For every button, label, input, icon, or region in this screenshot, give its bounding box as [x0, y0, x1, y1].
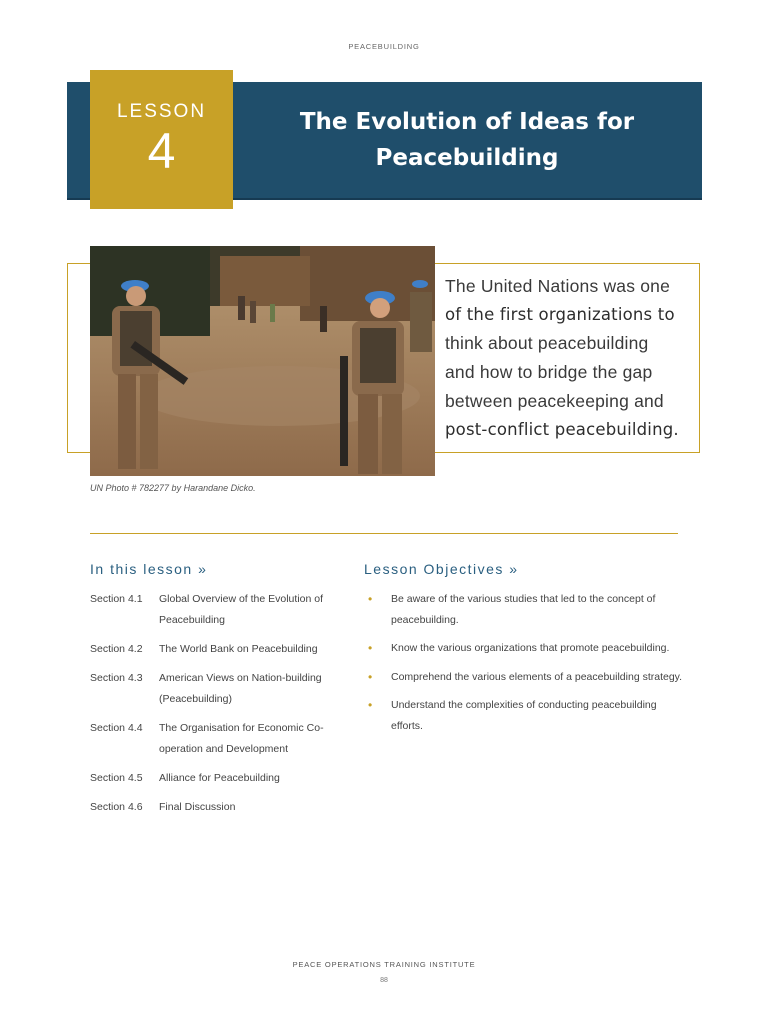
objective-text: Know the various organizations that promote peacebuilding.: [391, 642, 670, 654]
bullet-icon: •: [368, 698, 373, 712]
objective-item: [364, 667, 684, 688]
lesson-objectives-heading: Lesson Objectives »: [364, 561, 519, 577]
quote-line: between peacekeeping and: [445, 390, 664, 411]
objective-text: Understand the complexities of conducting peacebuilding efforts.: [391, 699, 657, 732]
section-item: [90, 668, 340, 710]
photo-peacekeepers: [90, 246, 435, 476]
page-number: 88: [380, 977, 388, 984]
section-title: The Organisation for Economic Co-operation and Development: [159, 722, 324, 755]
section-number: Section 4.3: [90, 672, 143, 684]
lesson-word: LESSON: [116, 101, 207, 122]
section-item: [90, 589, 340, 631]
section-title: Alliance for Peacebuilding: [159, 772, 280, 784]
section-number: Section 4.6: [90, 801, 143, 813]
quote-line: and how to bridge the gap: [445, 362, 653, 383]
objective-text: Be aware of the various studies that led to the concept of peacebuilding.: [391, 593, 656, 626]
lesson-title: [262, 104, 672, 176]
objective-text: Comprehend the various elements of a peacebuilding strategy.: [391, 670, 683, 683]
section-title: The World Bank on Peacebuilding: [159, 643, 318, 655]
pull-quote: [445, 272, 700, 444]
quote-line: of the first organizations to: [445, 304, 675, 324]
section-item: [90, 797, 340, 818]
section-title: Final Discussion: [159, 801, 236, 813]
lesson-badge: [90, 70, 233, 209]
quote-line: The United Nations was one: [445, 276, 671, 296]
section-title: Global Overview of the Evolution of Peacebuilding: [159, 593, 324, 626]
bullet-icon: •: [368, 669, 373, 684]
section-number: Section 4.5: [90, 772, 143, 784]
objectives-list: [364, 589, 684, 744]
section-divider: [90, 533, 678, 534]
in-this-lesson-heading: In this lesson »: [90, 561, 208, 577]
section-item: [90, 639, 340, 660]
bullet-icon: •: [368, 592, 373, 606]
section-item: [90, 768, 340, 789]
section-item: [90, 718, 340, 760]
lesson-title-line2: Peacebuilding: [375, 145, 559, 171]
objective-item: [364, 589, 684, 630]
objective-item: [364, 638, 684, 659]
quote-line: post-conflict peacebuilding.: [445, 419, 679, 439]
section-number: Section 4.2: [90, 643, 143, 655]
quote-line: think about peacebuilding: [445, 333, 649, 354]
section-title: American Views on Nation-building (Peacebuilding): [159, 672, 322, 705]
section-number: Section 4.4: [90, 722, 143, 734]
objective-item: [364, 695, 684, 736]
footer-label: PEACE OPERATIONS TRAINING INSTITUTE: [292, 960, 476, 969]
photo-caption: UN Photo # 782277 by Harandane Dicko.: [90, 483, 256, 493]
lesson-title-line1: The Evolution of Ideas for: [299, 109, 635, 135]
bullet-icon: •: [368, 641, 373, 655]
section-list: [90, 589, 340, 826]
lesson-number: 4: [147, 123, 176, 179]
section-number: Section 4.1: [90, 593, 143, 605]
running-header: PEACEBUILDING: [348, 42, 420, 51]
